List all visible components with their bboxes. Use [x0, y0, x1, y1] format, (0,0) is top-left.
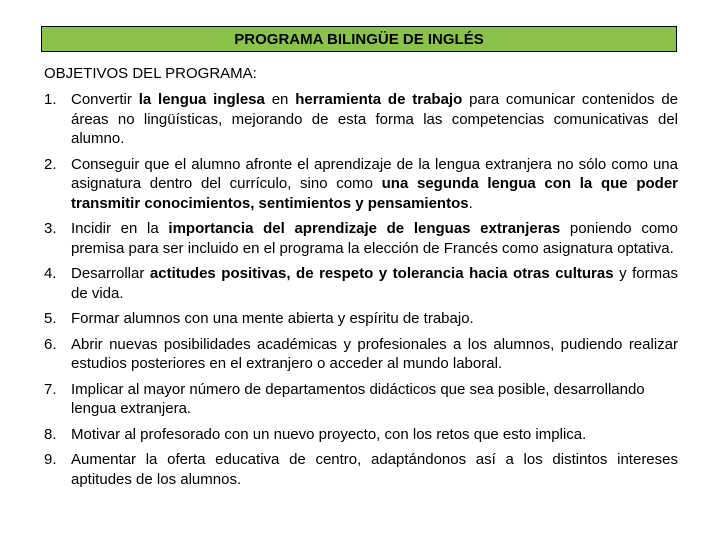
objective-segment: para comunicar contenidos de áreas no lingüísticas, mejorando de esta forma las competencias comunicativas del alumno.: [71, 91, 678, 147]
objective-text: [71, 155, 678, 214]
objective-number: 9.: [44, 451, 57, 468]
objective-number: 6.: [44, 335, 57, 353]
objective-emphasis: una segunda lengua con la que poder transmitir conocimientos, sentimientos y pensamientos: [71, 175, 678, 212]
objective-segment: Desarrollar: [71, 265, 150, 282]
objective-number: 2.: [44, 155, 57, 173]
objective-segment: Motivar al profesorado con un nuevo proyecto, con los retos que esto implica.: [71, 425, 587, 443]
objective-item: [44, 264, 678, 303]
objective-item: [44, 155, 678, 214]
objective-number: 3.: [44, 220, 57, 237]
objective-text: [71, 380, 678, 419]
objective-segment: .: [468, 194, 473, 212]
objective-number: 1.: [44, 91, 57, 108]
objective-text: [71, 264, 678, 303]
objective-emphasis: importancia del aprendizaje de lenguas extranjeras: [168, 220, 561, 237]
objectives-list: [44, 90, 678, 495]
objective-text: [71, 309, 678, 329]
objective-segment: en: [264, 91, 296, 108]
objective-item: [44, 309, 678, 329]
objective-number: 4.: [44, 265, 57, 282]
objective-item: [44, 90, 678, 149]
objective-emphasis: actitudes positivas, de respeto y tolerancia hacia otras culturas: [149, 265, 614, 282]
objective-segment: Convertir: [71, 91, 139, 108]
objective-text: [71, 219, 678, 258]
objective-segment: y formas de vida.: [71, 265, 678, 302]
objective-number: 7.: [44, 380, 57, 398]
objective-emphasis: herramienta de trabajo: [295, 91, 463, 108]
objective-emphasis: la lengua inglesa: [138, 91, 265, 108]
objective-number: 8.: [44, 425, 57, 443]
page-title: PROGRAMA BILINGÜE DE INGLÉS: [234, 30, 484, 48]
objective-segment: Incidir en la: [71, 220, 169, 237]
objective-segment: Aumentar la oferta educativa de centro, adaptándonos así a los distintos intereses aptitudes de los alumnos.: [71, 451, 678, 488]
objective-segment: poniendo como premisa para ser incluido en el programa la elección de Francés como asignatura optativa.: [71, 220, 679, 257]
objective-segment: Abrir nuevas posibilidades académicas y profesionales a los alumnos, pudiendo realizar estudios posteriores en el extranjero o acceder al mundo laboral.: [71, 335, 678, 372]
objective-text: [71, 425, 678, 445]
objective-number: 5.: [44, 310, 57, 327]
objective-segment: lengua extranjera.: [71, 400, 192, 417]
objective-text: [71, 450, 678, 489]
objective-text: [71, 335, 678, 374]
objective-segment: Conseguir que el alumno afronte el aprendizaje de la lengua extranjera no sólo como una asignatura dentro del currículo, sino como: [71, 155, 678, 192]
title-banner: [41, 26, 677, 52]
objective-item: [44, 335, 678, 374]
objective-item: [44, 219, 678, 258]
objective-item: [44, 450, 678, 489]
objective-text: [71, 90, 678, 149]
objective-segment: Implicar al mayor número de departamentos didácticos que sea posible, desarrollando: [71, 380, 645, 398]
section-subtitle: OBJETIVOS DEL PROGRAMA:: [44, 65, 257, 82]
objective-segment: Formar alumnos con una mente abierta y espíritu de trabajo.: [71, 310, 474, 327]
objective-item: [44, 380, 678, 419]
objective-item: [44, 425, 678, 445]
